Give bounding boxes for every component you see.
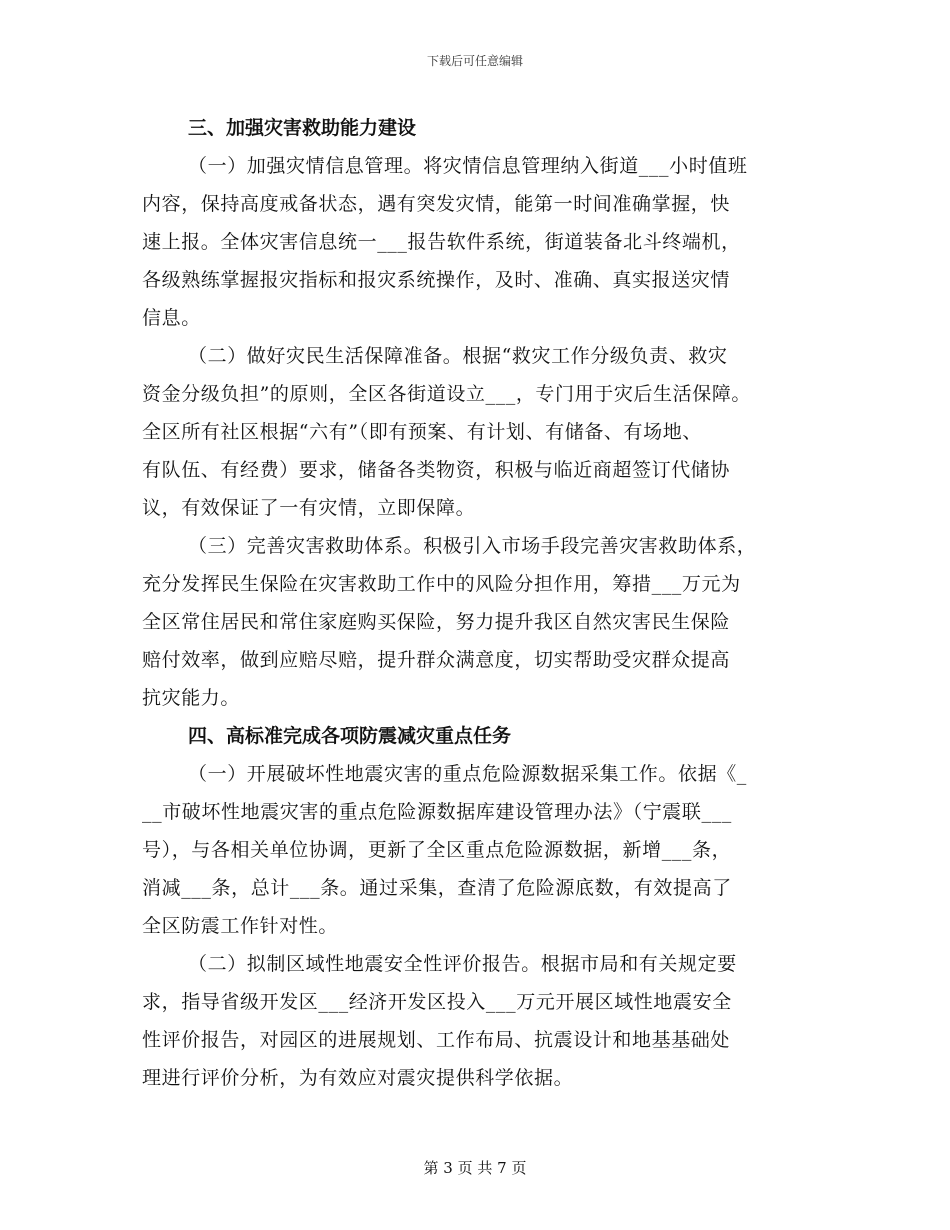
paragraph-line: （二）做好灾民生活保障准备。根据“救灾工作分级负责、救灾 xyxy=(188,345,728,367)
paragraph xyxy=(142,337,810,527)
paragraph xyxy=(142,945,810,1097)
section-heading: 四、高标准完成各项防震减灾重点任务 xyxy=(188,725,512,747)
paragraph-line: 全区防震工作针对性。 xyxy=(142,915,339,937)
page-footer: 第 3 页 共 7 页 xyxy=(423,1159,527,1177)
paragraph-line: 信息。 xyxy=(142,307,201,329)
paragraph-line: 有队伍、有经费）要求，储备各类物资，积极与临近商超签订代储协 xyxy=(142,459,731,481)
document-body xyxy=(142,109,810,1097)
paragraph-line: 全区所有社区根据“六有”（即有预案、有计划、有储备、有场地、 xyxy=(142,421,702,443)
paragraph xyxy=(142,527,810,717)
page-header: 下载后可任意编辑 xyxy=(426,54,523,68)
paragraph xyxy=(142,755,810,945)
paragraph-line: （三）完善灾害救助体系。积极引入市场手段完善灾害救助体系， xyxy=(188,535,757,557)
paragraph-line: 全区常住居民和常住家庭购买保险，努力提升我区自然灾害民生保险 xyxy=(142,611,731,633)
paragraph-line: 理进行评价分析，为有效应对震灾提供科学依据。 xyxy=(142,1067,574,1089)
section-heading: 三、加强灾害救助能力建设 xyxy=(188,117,417,139)
paragraph-line: （一）开展破坏性地震灾害的重点危险源数据采集工作。依据《_ xyxy=(188,763,747,785)
paragraph-line: 求，指导省级开发区___经济开发区投入___万元开展区域性地震安全 xyxy=(142,991,732,1013)
paragraph-line: 各级熟练掌握报灾指标和报灾系统操作，及时、准确、真实报送灾情 xyxy=(142,269,731,291)
paragraph-line: 资金分级负担”的原则，全区各街道设立___，专门用于灾后生活保障。 xyxy=(142,383,752,405)
paragraph-line: 性评价报告，对园区的进展规划、工作布局、抗震设计和地基基础处 xyxy=(142,1029,731,1051)
paragraph-line: 速上报。全体灾害信息统一___报告软件系统，街道装备北斗终端机， xyxy=(142,231,741,253)
paragraph-line: 抗灾能力。 xyxy=(142,687,241,709)
paragraph-line: __市破坏性地震灾害的重点危险源数据库建设管理办法》（宁震联___ xyxy=(142,801,732,823)
paragraph xyxy=(142,147,810,337)
paragraph-line: 内容，保持高度戒备状态，遇有突发灾情，能第一时间准确掌握，快 xyxy=(142,193,731,215)
paragraph-line: 赔付效率，做到应赔尽赔，提升群众满意度，切实帮助受灾群众提高 xyxy=(142,649,731,671)
paragraph-line: （一）加强灾情信息管理。将灾情信息管理纳入街道___小时值班 xyxy=(188,155,748,177)
paragraph-line: 议，有效保证了一有灾情，立即保障。 xyxy=(142,497,476,519)
paragraph-line: 号），与各相关单位协调，更新了全区重点危险源数据，新增___条， xyxy=(142,839,732,861)
paragraph-line: 充分发挥民生保险在灾害救助工作中的风险分担作用，筹措___万元为 xyxy=(142,573,741,595)
paragraph-line: （二）拟制区域性地震安全性评价报告。根据市局和有关规定要 xyxy=(188,953,737,975)
paragraph-line: 消减___条，总计___条。通过采集，查清了危险源底数，有效提高了 xyxy=(142,877,732,899)
